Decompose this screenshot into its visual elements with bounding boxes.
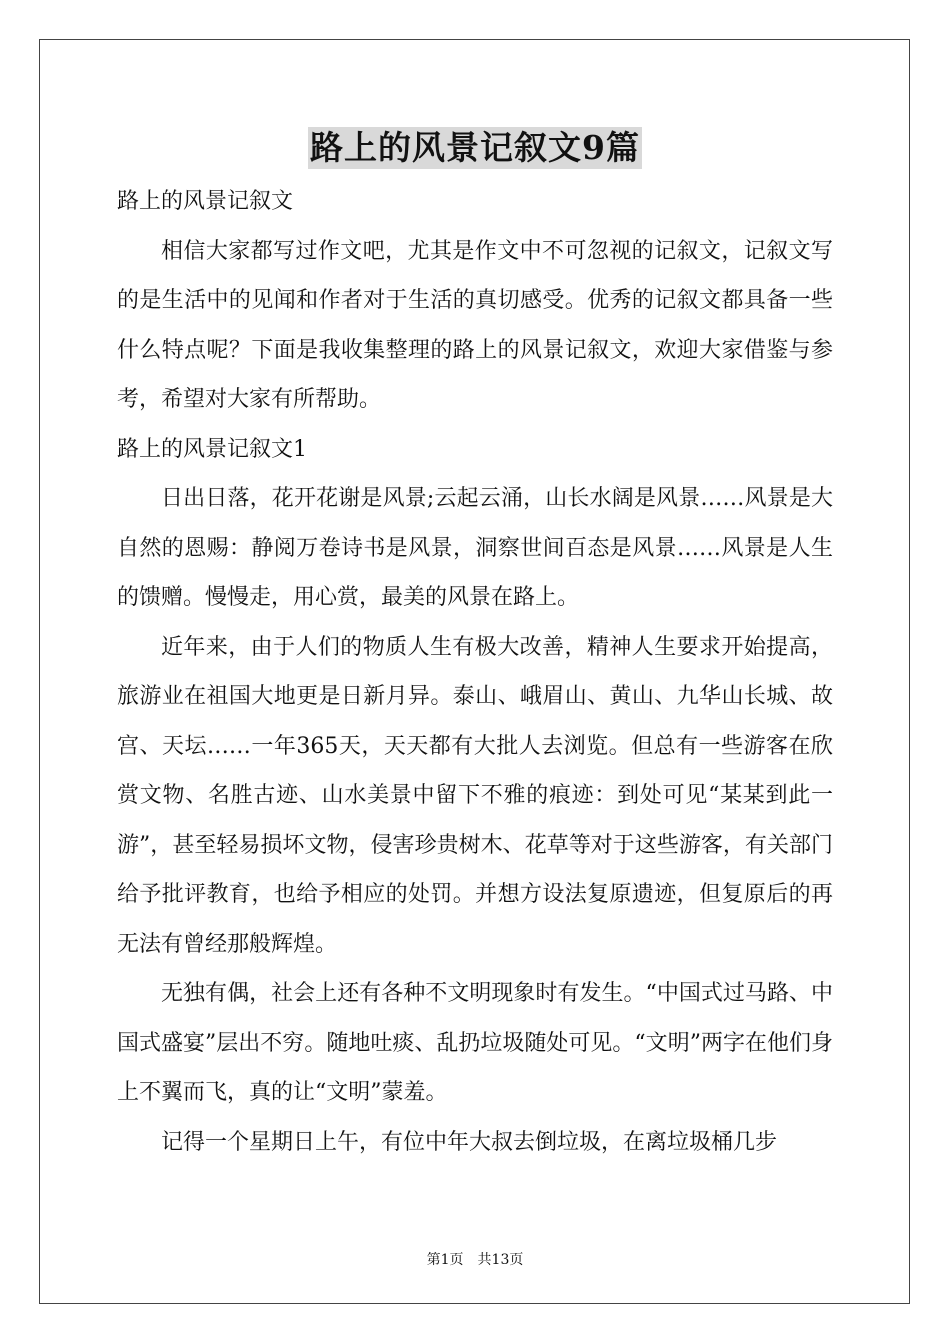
body-paragraph: 日出日落，花开花谢是风景;云起云涌，山长水阔是风景……风景是大自然的恩赐：静阅万卷诗书是风景，洞察世间百态是风景……风景是人生的馈赠。慢慢走，用心赏，最美的风景在路上。 [117,486,833,610]
body-paragraph: 无独有偶，社会上还有各种不文明现象时有发生。“中国式过马路、中国式盛宴”层出不穷。随地吐痰、乱扔垃圾随处可见。“文明”两字在他们身上不翼而飞，真的让“文明”蒙羞。 [117,981,833,1105]
body-paragraph: 近年来，由于人们的物质人生有极大改善，精神人生要求开始提高，旅游业在祖国大地更是日新月异。泰山、峨眉山、黄山、九华山长城、故宫、天坛……一年365天，天天都有大批人去浏览。但总有一些游客在欣赏文物、名胜古迹、山水美景中留下不雅的痕迹：到处可见“某某到此一游”，甚至轻易损坏文物，侵害珍贵树木、花草等对于这些游客，有关部门给予批评教育，也给予相应的处罚。并想方设法复原遗迹，但复原后的再无法有曾经那般辉煌。 [117,634,833,957]
section-heading: 路上的风景记叙文 [117,189,294,214]
title-container [0,127,950,169]
document-body [117,177,833,1167]
body-paragraph: 记得一个星期日上午，有位中年大叔去倒垃圾，在离垃圾桶几步 [161,1129,778,1155]
page-total: 共13页 [477,1252,524,1268]
document-title: 路上的风景记叙文9篇 [310,128,640,167]
page-footer [0,1250,950,1270]
page-number: 第1页 [426,1252,464,1268]
section-heading: 路上的风景记叙文1 [117,436,307,462]
body-paragraph: 相信大家都写过作文吧，尤其是作文中不可忽视的记叙文，记叙文写的是生活中的见闻和作者对于生活的真切感受。优秀的记叙文都具备一些什么特点呢？下面是我收集整理的路上的风景记叙文，欢迎大家借鉴与参考，希望对大家有所帮助。 [117,238,833,412]
